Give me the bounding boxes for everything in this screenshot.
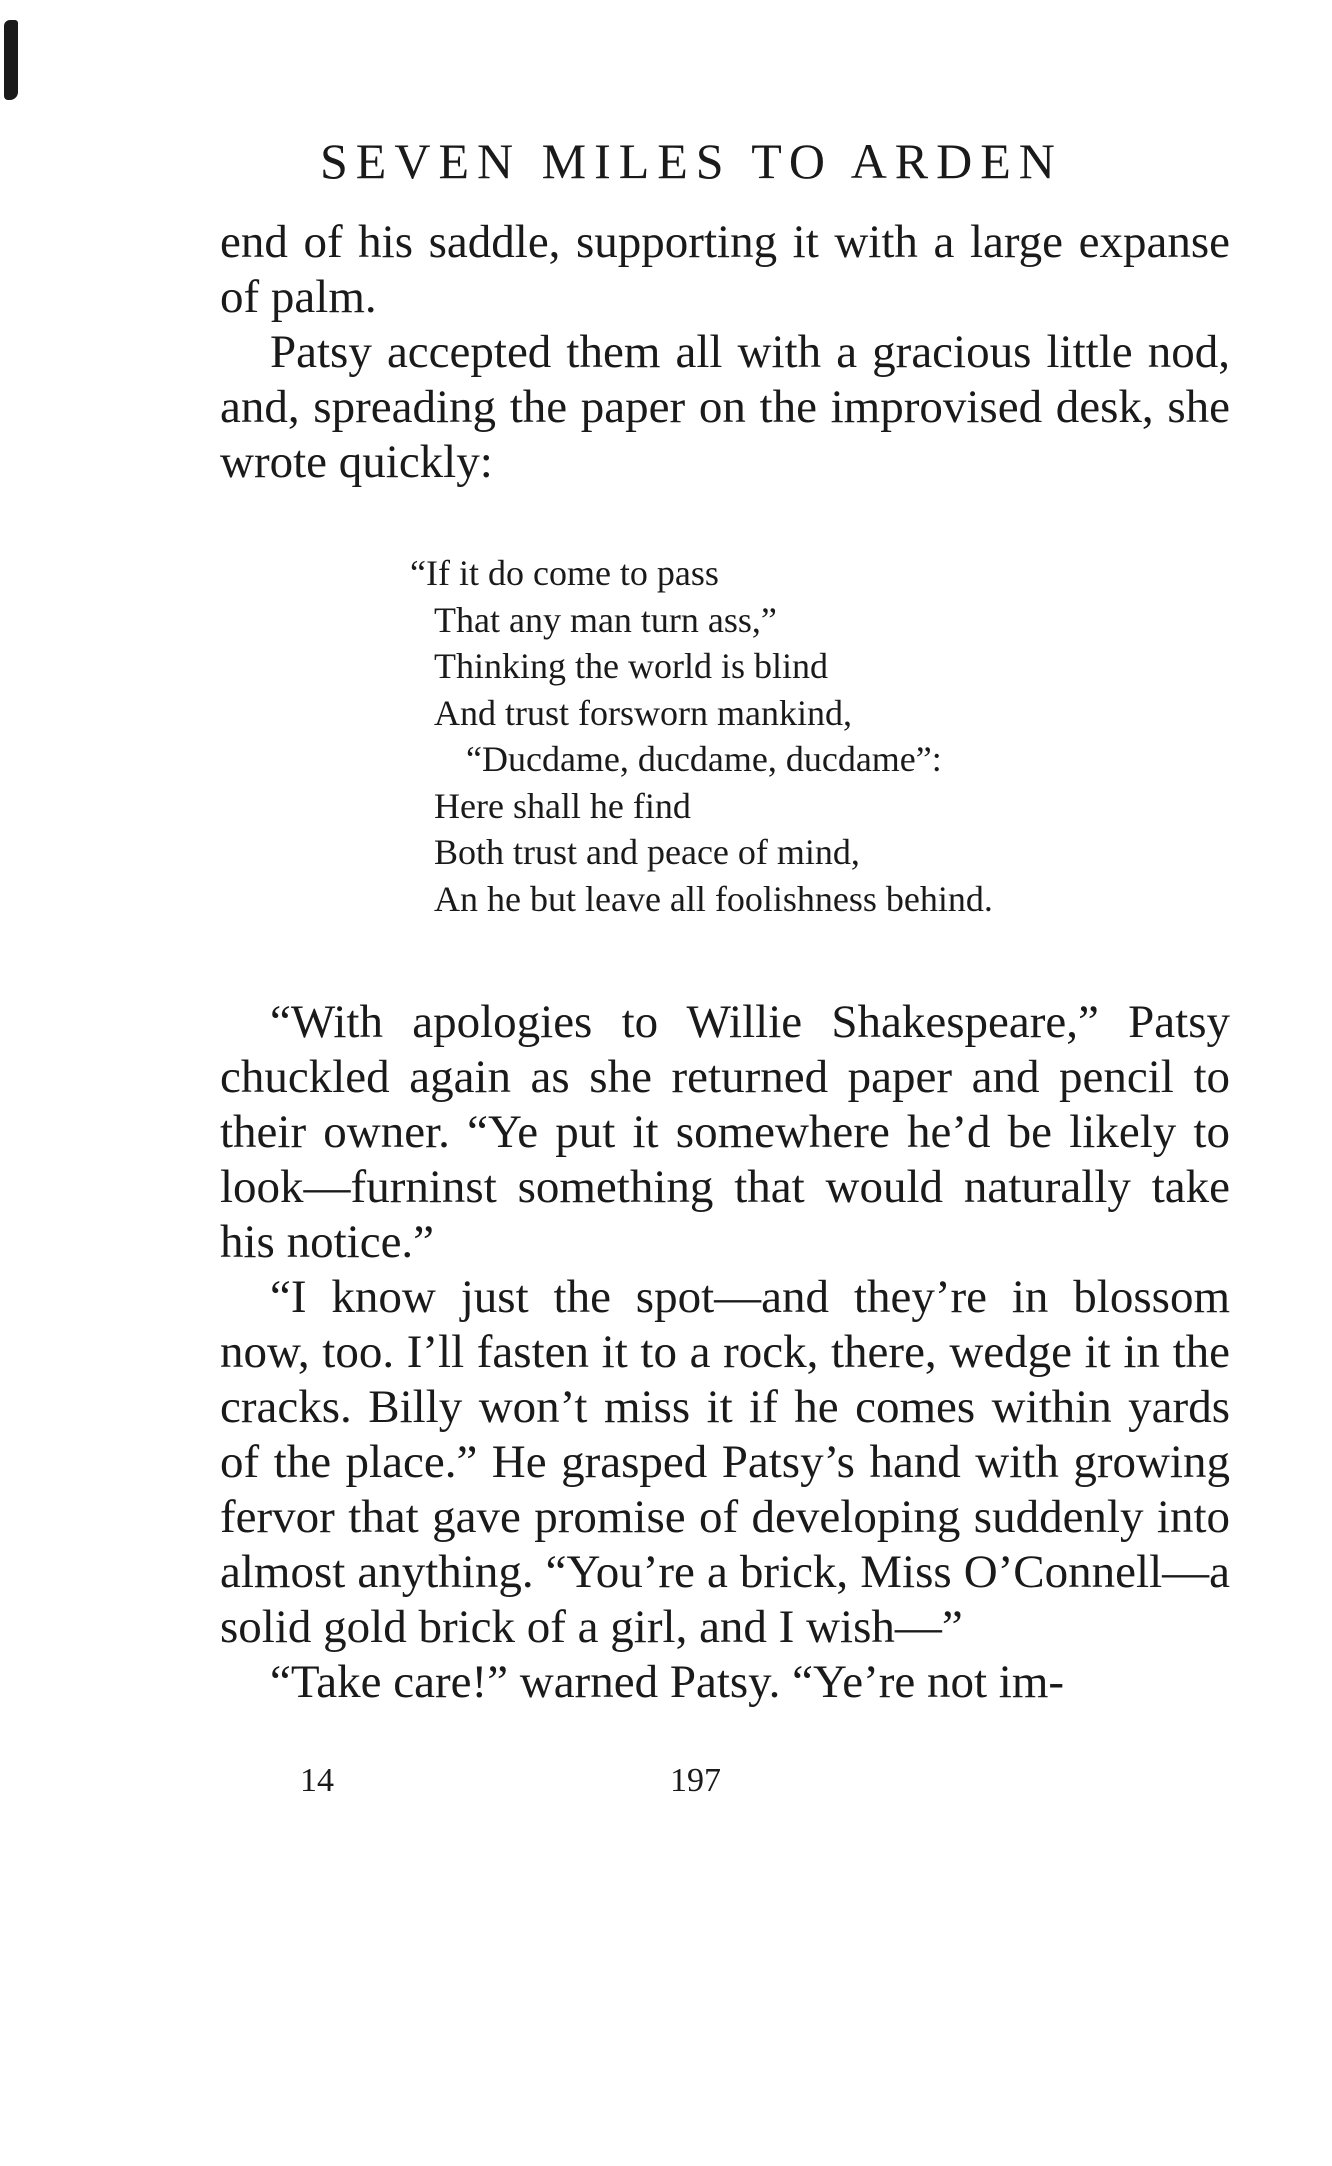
text-block-top — [220, 215, 1230, 490]
paragraph: end of his saddle, supporting it with a large expanse of palm. — [220, 216, 1230, 323]
running-head: SEVEN MILES TO ARDEN — [320, 133, 1063, 189]
verse-block — [410, 550, 993, 922]
text-block-bottom — [220, 995, 1230, 1710]
verse-line: “If it do come to pass — [410, 553, 719, 593]
paragraph: “With apologies to Willie Shakespeare,” Patsy chuckled again as she returned paper and pencil to their owner. “Ye put it somewhere he’d be likely to look—furninst something that would naturally take his notice.” — [220, 996, 1230, 1268]
verse-line: Both trust and peace of mind, — [434, 832, 860, 872]
signature-mark: 14 — [300, 1762, 334, 1799]
page-number: 197 — [670, 1762, 721, 1799]
paragraph: “I know just the spot—and they’re in blossom now, too. I’ll fasten it to a rock, there, wedge it in the cracks. Billy won’t miss it if he comes within yards of the place.” He grasped Patsy’s hand with growing fervor that gave promise of developing suddenly into almost anything. “You’re a brick, Miss O’Connell—a solid gold brick of a girl, and I wish—” — [220, 1271, 1230, 1653]
page-edge-mark — [4, 20, 18, 100]
paragraph: “Take care!” warned Patsy. “Ye’re not im- — [270, 1656, 1065, 1708]
verse-line: That any man turn ass,” — [434, 599, 777, 640]
verse-line: Here shall he find — [434, 785, 691, 826]
paragraph: Patsy accepted them all with a gracious little nod, and, spreading the paper on the improvised desk, she wrote quickly: — [220, 326, 1230, 488]
verse-line: Thinking the world is blind — [434, 646, 828, 686]
verse-line: “Ducdame, ducdame, ducdame”: — [466, 739, 942, 779]
verse-line: An he but leave all foolishness behind. — [434, 878, 993, 919]
verse-line: And trust forsworn mankind, — [434, 692, 852, 733]
